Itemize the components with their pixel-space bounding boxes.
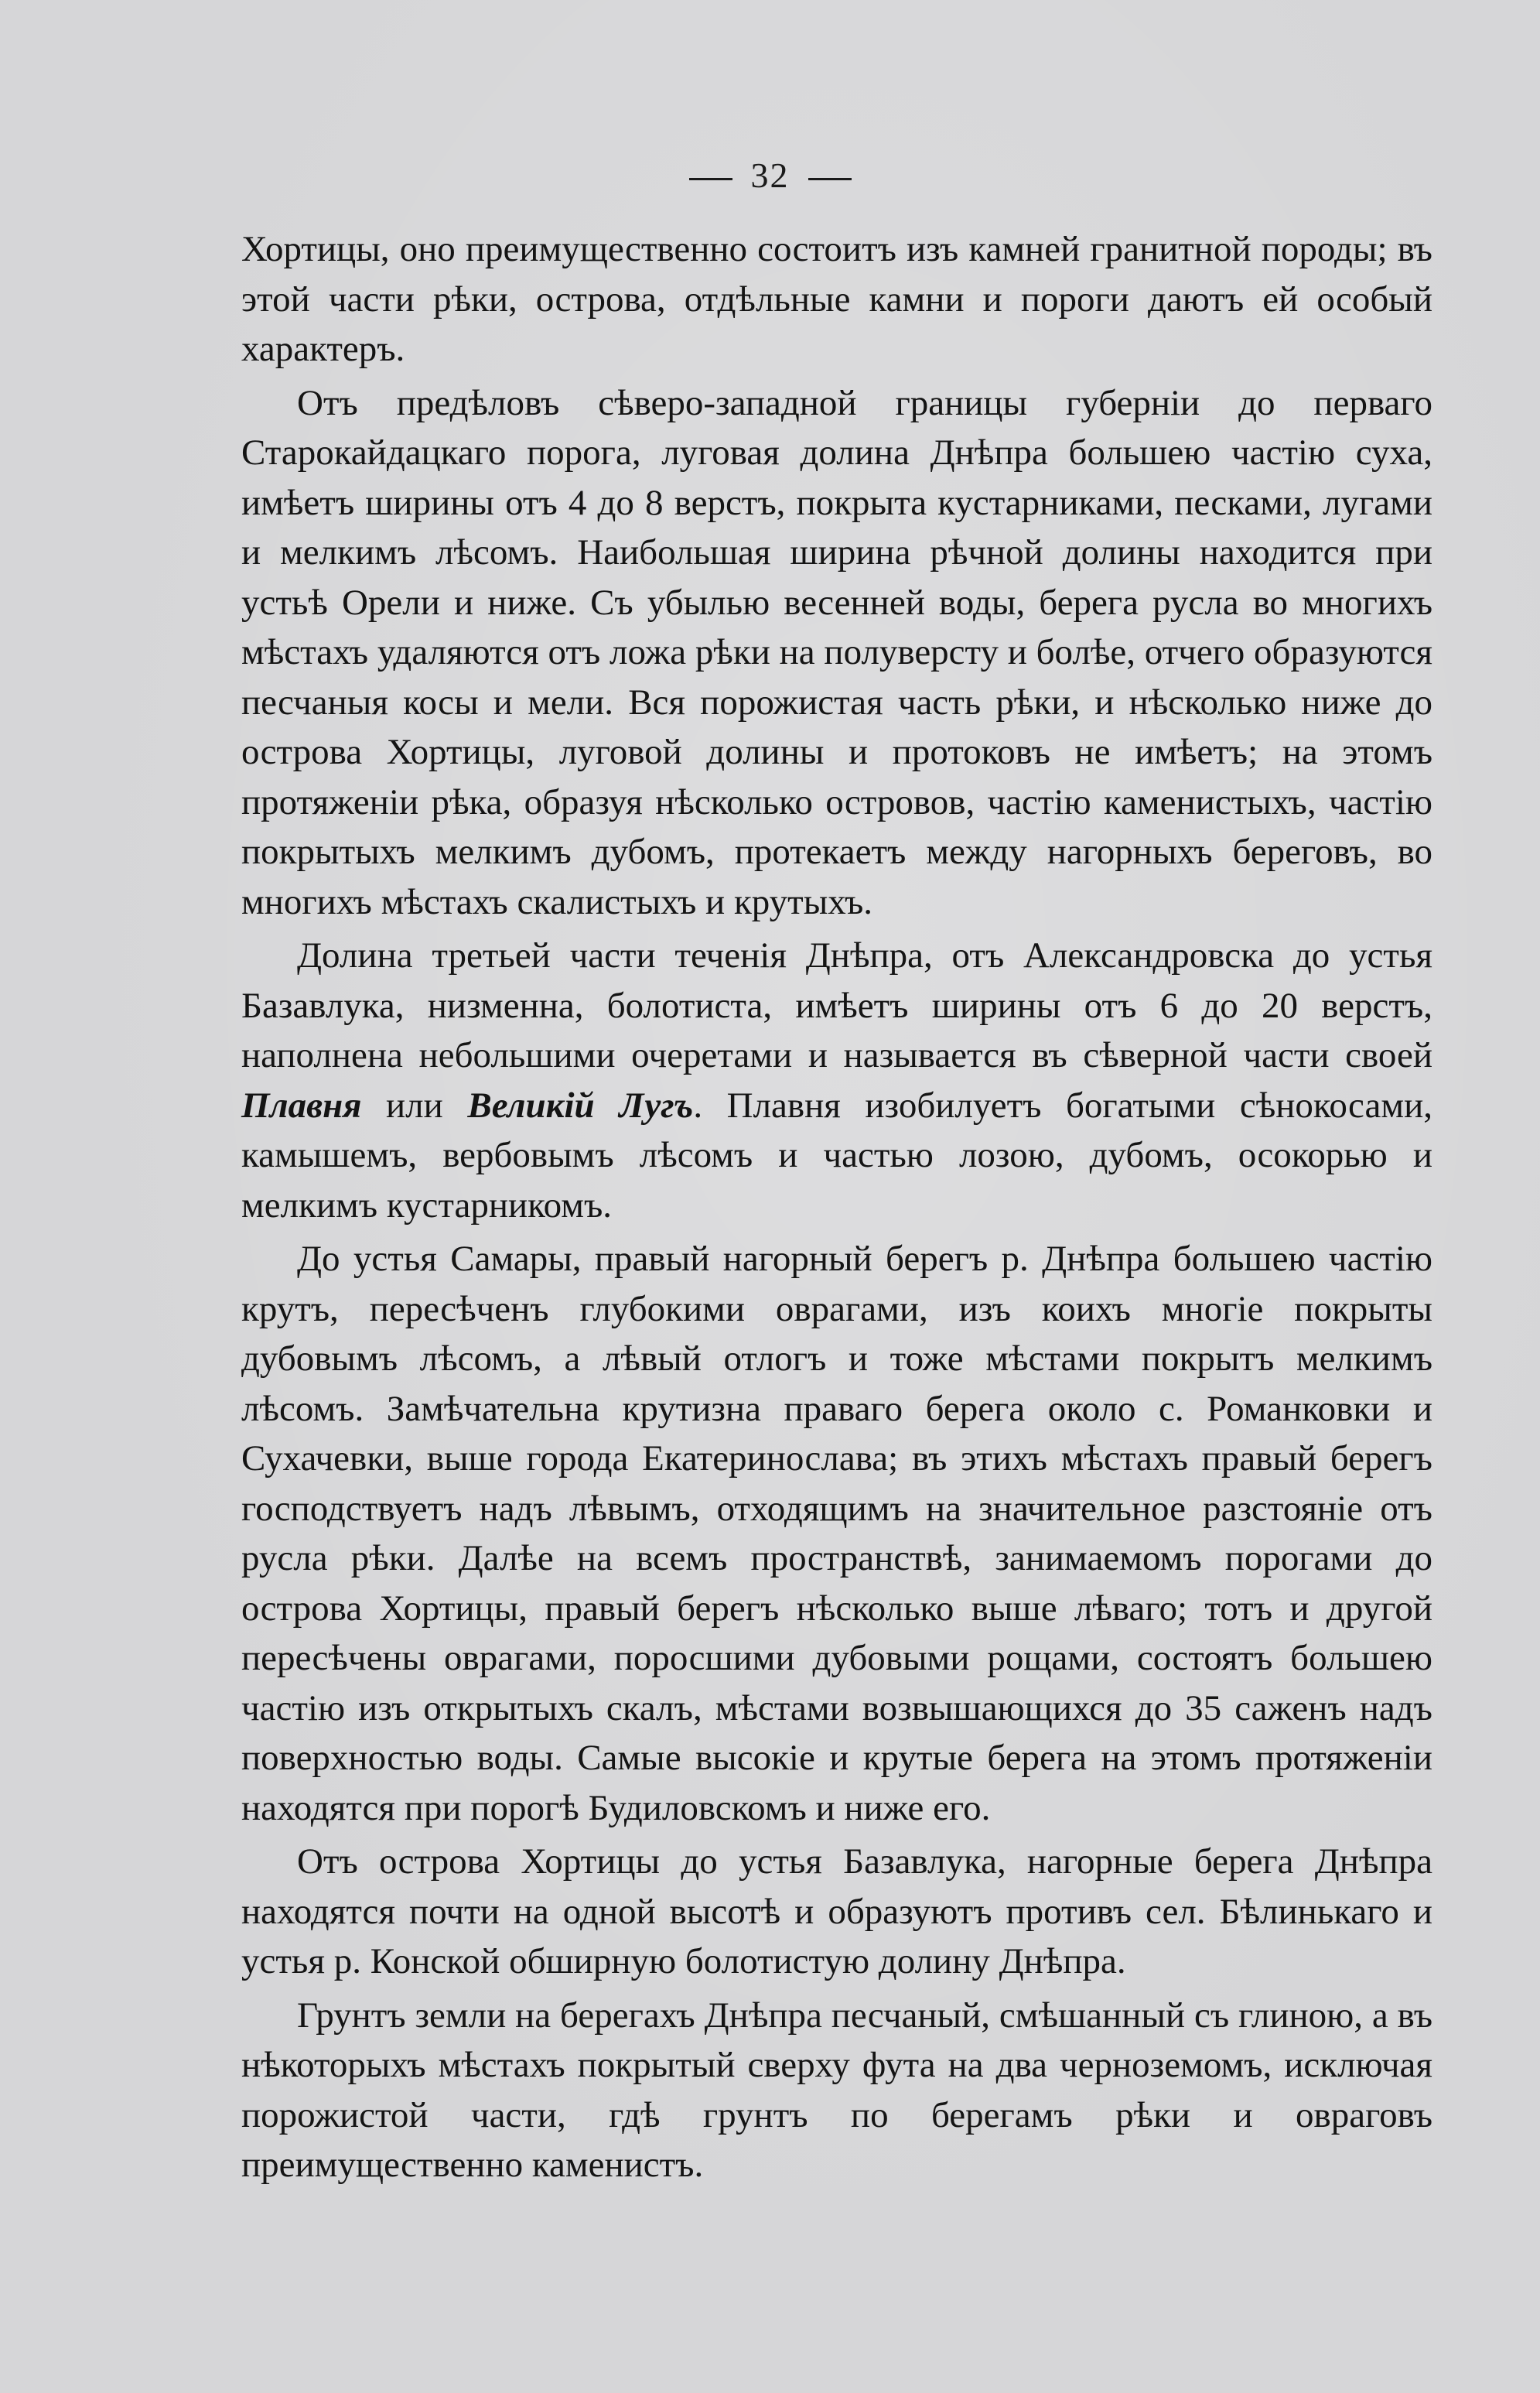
italic-term-plavnya: Плавня [241,1085,362,1126]
paragraph-text: Грунтъ земли на берегахъ Днѣпра песчаный, смѣшанный съ глиною, а въ нѣкоторыхъ мѣстахъ покрытый сверху фута на два черноземомъ, исключая порожистой части, гдѣ грунтъ по берегамъ рѣки и овраговъ преимущественно каменистъ. [241,1995,1432,2185]
page-number [0,155,1540,196]
paragraph-text: Отъ острова Хортицы до устья Базавлука, нагорные берега Днѣпра находятся почти на одной высотѣ и образуютъ противъ сел. Бѣлинькаго и устья р. Конской обширную болотистую долину Днѣпра. [241,1841,1432,1981]
paragraph-3 [241,931,1432,1230]
italic-term-velikiy-lug: Великій Лугъ [467,1085,694,1126]
paragraph-2 [241,378,1432,928]
paragraph-text: Хортицы, оно преимущественно состоитъ изъ камней гранитной породы; въ этой части рѣки, острова, отдѣльные камни и пороги даютъ ей особый характеръ. [241,229,1432,369]
paragraph-text: До устья Самары, правый нагорный берегъ р. Днѣпра большею частію крутъ, пересѣченъ глубокими оврагами, изъ коихъ многіе покрыты дубовымъ лѣсомъ, а лѣвый отлогъ и тоже мѣстами покрытъ мелкимъ лѣсомъ. Замѣчательна крутизна праваго берега около с. Романковки и Сухачевки, выше города Екатеринослава; въ этихъ мѣстахъ правый берегъ господствуетъ надъ лѣвымъ, отходящимъ на значительное разстояніе отъ русла рѣки. Далѣе на всемъ пространствѣ, занимаемомъ порогами до острова Хортицы, правый берегъ нѣсколько выше лѣваго; тотъ и другой пересѣчены оврагами, поросшими дубовыми рощами, состоятъ большею частію изъ открытыхъ скалъ, мѣстами возвышающихся до 35 саженъ надъ поверхностью воды. Самые высокіе и крутые берега на этомъ протяженіи находятся при порогѣ Будиловскомъ и ниже его. [241,1239,1432,1828]
paragraph-text: . Плавня изобилуетъ богатыми сѣнокосами, камышемъ, вербовымъ лѣсомъ и частью лозою, дубомъ, осокорью и мелкимъ кустарникомъ. [241,1085,1432,1226]
paragraph-text: или [361,1085,468,1126]
body-text [241,224,1432,2194]
paragraph-text: Отъ предѣловъ сѣверо-западной границы губерніи до перваго Старокайдацкаго порога, луговая долина Днѣпра большею частію суха, имѣетъ ширины отъ 4 до 8 верстъ, покрыта кустарниками, песками, лугами и мелкимъ лѣсомъ. Наибольшая ширина рѣчной долины находится при устьѣ Орели и ниже. Съ убылью весенней воды, берега русла во многихъ мѣстахъ удаляются отъ ложа рѣки на полуверсту и болѣе, отчего образуются песчаныя косы и мели. Вся порожистая часть рѣки, и нѣсколько ниже до острова Хортицы, луговой долины и протоковъ не имѣетъ; на этомъ протяженіи рѣка, образуя нѣсколько островов, частію каменистыхъ, частію покрытыхъ мелкимъ дубомъ, протекаетъ между нагорныхъ береговъ, во многихъ мѣстахъ скалистыхъ и крутыхъ. [241,382,1432,922]
paragraph-1 [241,224,1432,374]
paragraph-4 [241,1234,1432,1833]
paragraph-6 [241,1991,1432,2190]
paragraph-text: Долина третьей части теченія Днѣпра, отъ Александровска до устья Базавлука, низменна, болотиста, имѣетъ ширины отъ 6 до 20 верстъ, наполнена небольшими очеретами и называется въ сѣверной части своей [241,935,1432,1075]
page-number-value: 32 [750,156,790,195]
paragraph-5 [241,1837,1432,1987]
left-dash [689,178,732,180]
right-dash [808,178,852,180]
